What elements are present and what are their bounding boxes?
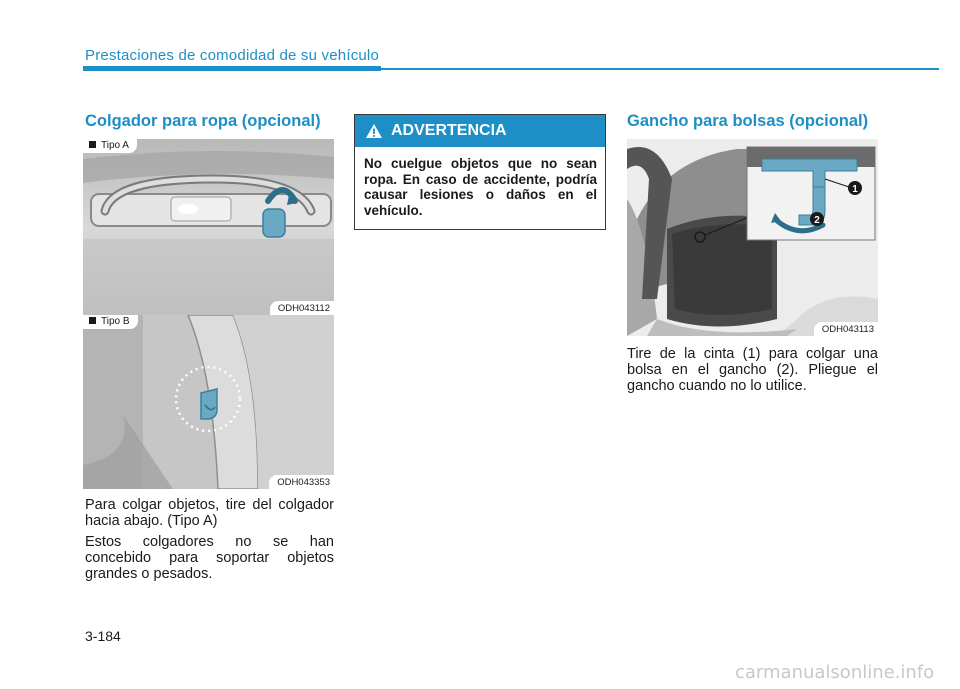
warning-triangle-icon [365, 123, 383, 139]
figure-code-b: ODH043353 [269, 475, 334, 489]
paragraph-pull-hanger: Para colgar objetos, tire del colgador hacia abajo. (Tipo A) [85, 497, 334, 529]
section-title-bag-hook: Gancho para bolsas (opcional) [627, 112, 869, 130]
bag-hook-illustration [627, 139, 878, 336]
warning-heading: ADVERTENCIA [391, 122, 507, 139]
figure-bag-hook [627, 139, 878, 336]
figure-label-type-b: Tipo B [83, 315, 138, 329]
page-number: 3-184 [85, 628, 121, 644]
figure-hanger-type-a [83, 139, 334, 315]
warning-text: No cuelgue objetos que no sean ropa. En caso de accidente, podría causar lesiones o daños en el vehículo. [364, 156, 597, 218]
paragraph-hanger-limit: Estos colgadores no se han concebido para soportar objetos grandes o pesados. [85, 534, 334, 582]
hanger-type-a-illustration [83, 139, 334, 315]
figure-code-a: ODH043112 [270, 301, 334, 315]
figure-code-bag-hook: ODH043113 [814, 322, 878, 336]
section-title-clothes-hanger: Colgador para ropa (opcional) [85, 112, 321, 130]
watermark: carmanualsonline.info [735, 662, 935, 683]
callout-2-label: 2 [814, 215, 820, 226]
hanger-type-b-illustration [83, 315, 334, 489]
callout-1-label: 1 [852, 184, 858, 195]
paragraph-bag-hook: Tire de la cinta (1) para colgar una bolsa en el gancho (2). Pliegue el gancho cuando no lo utilice. [627, 346, 878, 394]
chapter-title: Prestaciones de comodidad de su vehículo [85, 47, 380, 64]
figure-hanger-type-b [83, 315, 334, 489]
figure-label-type-a: Tipo A [83, 139, 137, 153]
header-rule [83, 68, 939, 70]
warning-header [355, 115, 605, 147]
warning-box [354, 114, 606, 230]
